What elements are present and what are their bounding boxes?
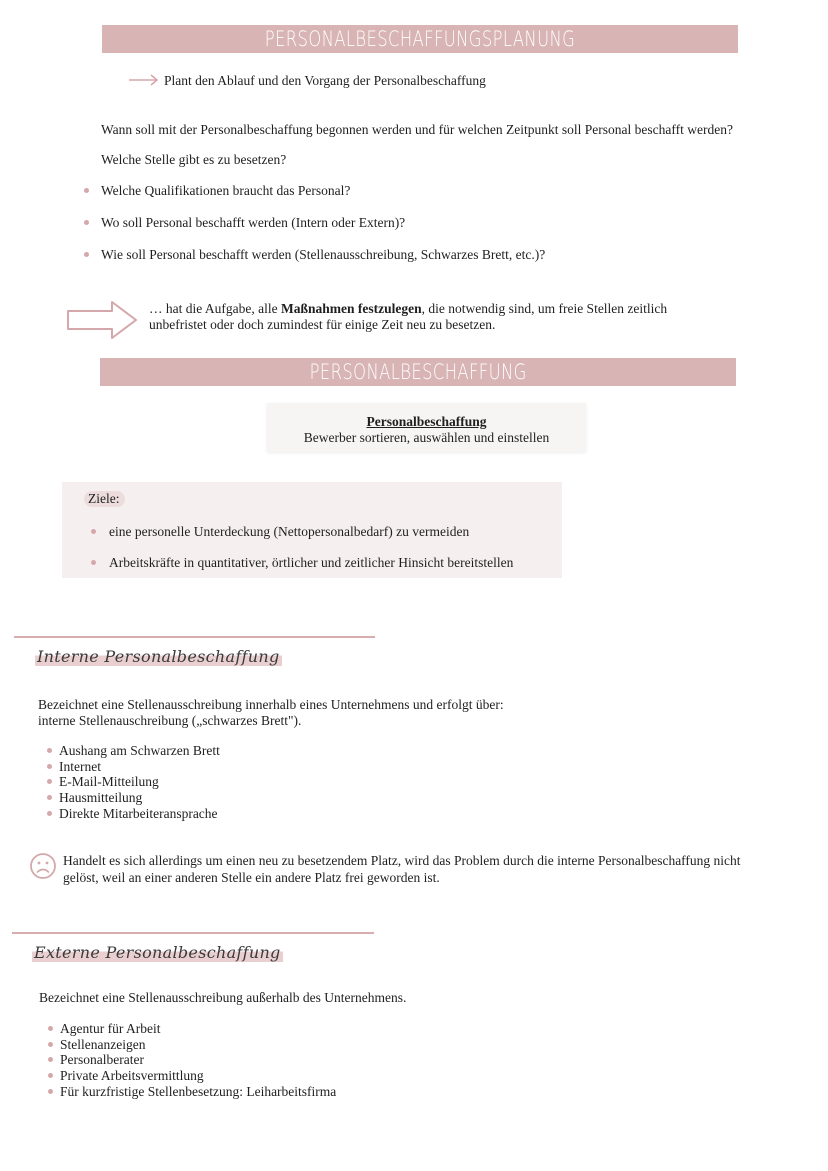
task-prefix: … hat die Aufgabe, alle [149, 301, 281, 316]
task-description-line2: unbefristet oder doch zumindest für einige Zeit neu zu besetzen. [149, 317, 496, 332]
bullet-dot [84, 252, 89, 257]
internal-description-line2: interne Stellenauschreibung („schwarzes Brett"). [38, 713, 302, 728]
internal-heading-text: Interne Personalbeschaffung [37, 647, 280, 666]
task-description [149, 301, 667, 317]
task-emphasis: Maßnahmen festzulegen [280, 301, 422, 316]
list-item: Agentur für Arbeit [48, 1021, 336, 1037]
list-item: Für kurzfristige Stellenbesetzung: Leiharbeitsfirma [48, 1084, 336, 1100]
list-item: Stellenanzeigen [48, 1037, 336, 1053]
list-item: Direkte Mitarbeiteransprache [47, 806, 220, 822]
outline-arrow-icon [66, 300, 138, 340]
arrow-description: Plant den Ablauf und den Vorgang der Personalbeschaffung [164, 73, 486, 88]
banner-title: PERSONALBESCHAFFUNG [309, 360, 527, 384]
planning-bullet: Wo soll Personal beschafft werden (Intern oder Extern)? [101, 215, 406, 230]
goals-label: Ziele: [84, 491, 125, 507]
definition-title: Personalbeschaffung [366, 414, 487, 429]
list-item: Aushang am Schwarzen Brett [47, 743, 220, 759]
bullet-dot [91, 560, 96, 565]
planning-question-2: Welche Stelle gibt es zu besetzen? [101, 152, 287, 167]
goals-box [62, 482, 562, 578]
task-suffix: , die notwendig sind, um freie Stellen zeitlich [421, 301, 668, 316]
external-heading [32, 943, 283, 962]
bullet-dot [91, 529, 96, 534]
section-banner-recruitment [100, 358, 736, 386]
definition-text: Bewerber sortieren, auswählen und einstellen [303, 430, 550, 445]
list-item: Private Arbeitsvermittlung [48, 1068, 336, 1084]
internal-methods-list [47, 743, 220, 822]
bullet-dot [84, 188, 89, 193]
planning-bullet: Welche Qualifikationen braucht das Personal? [101, 183, 351, 198]
external-heading-text: Externe Personalbeschaffung [34, 943, 281, 962]
planning-bullet: Wie soll Personal beschafft werden (Stellenausschreibung, Schwarzes Brett, etc.)? [101, 247, 546, 262]
goal-item: eine personelle Unterdeckung (Nettopersonalbedarf) zu vermeiden [109, 524, 470, 539]
right-arrow-icon [128, 73, 160, 87]
list-item: Personalberater [48, 1052, 336, 1068]
divider-line [14, 636, 375, 638]
external-methods-list [48, 1021, 336, 1100]
sad-face-icon [29, 852, 57, 880]
internal-note-line2: gelöst, weil an einer anderen Stelle ein andere Platz frei geworden ist. [63, 870, 440, 885]
internal-note: Handelt es sich allerdings um einen neu zu besetzendem Platz, wird das Problem durch die interne Personalbeschaffung nicht [63, 853, 741, 868]
external-description: Bezeichnet eine Stellenausschreibung außerhalb des Unternehmens. [39, 990, 407, 1005]
divider-line [12, 932, 374, 934]
banner-title: PERSONALBESCHAFFUNGSPLANUNG [264, 27, 576, 51]
planning-question-1: Wann soll mit der Personalbeschaffung begonnen werden und für welchen Zeitpunkt soll Personal beschafft werden? [101, 122, 733, 137]
internal-heading [35, 647, 282, 666]
internal-description: Bezeichnet eine Stellenausschreibung innerhalb eines Unternehmens und erfolgt über: [38, 697, 504, 712]
bullet-dot [84, 220, 89, 225]
list-item: E-Mail-Mitteilung [47, 774, 220, 790]
goal-item: Arbeitskräfte in quantitativer, örtlicher und zeitlicher Hinsicht bereitstellen [109, 555, 514, 570]
list-item: Internet [47, 759, 220, 775]
section-banner-planning [102, 25, 738, 53]
definition-box [267, 403, 586, 452]
list-item: Hausmitteilung [47, 790, 220, 806]
